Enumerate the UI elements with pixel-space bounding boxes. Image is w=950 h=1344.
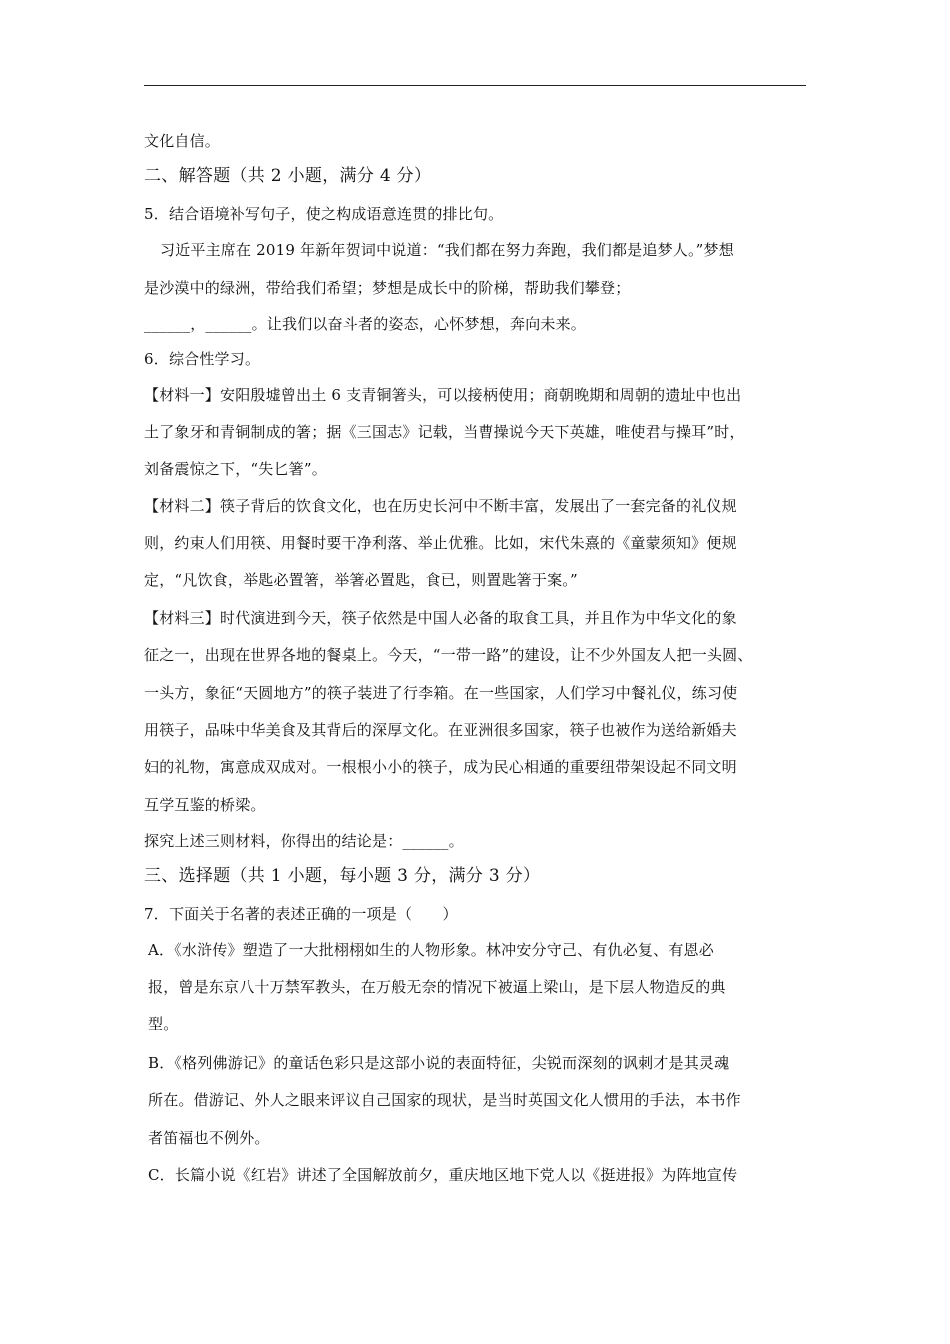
material-3-line-3: 一头方，象征“天圆地方”的筷子装进了行李箱。在一些国家，人们学习中餐礼仪，练习使 [144,684,738,702]
material-3-line-1: 【材料三】时代演进到今天，筷子依然是中国人必备的取食工具，并且作为中华文化的象 [144,609,737,627]
question-5-context-line-2: 是沙漠中的绿洲，带给我们希望；梦想是成长中的阶梯，帮助我们攀登； [144,279,631,297]
option-b-line-3: 者笛福也不例外。 [148,1129,270,1147]
text-line-1: 文化自信。 [144,132,221,150]
header-rule [144,85,806,86]
material-1-line-3: 刘备震惊之下，“失匕箸”。 [144,460,327,478]
option-b-line-1: B．《格列佛游记》的童话色彩只是这部小说的表面特征，尖锐而深刻的讽刺才是其灵魂 [148,1054,730,1072]
section-heading-2: 二、解答题（共 2 小题，满分 4 分） [144,166,432,186]
option-c-line-1: C．长篇小说《红岩》讲述了全国解放前夕，重庆地区地下党人以《挺进报》为阵地宣传 [148,1166,738,1184]
option-a-line-1: A．《水浒传》塑造了一大批栩栩如生的人物形象。林冲安分守己、有仇必复、有恩必 [148,941,714,959]
option-b-line-2: 所在。借游记、外人之眼来评议自己国家的现状，是当时英国文化人惯用的手法，本书作 [148,1091,741,1109]
material-2-line-2: 则，约束人们用筷、用餐时要干净利落、举止优雅。比如，宋代朱熹的《童蒙须知》便规 [144,534,737,552]
question-5-prompt: 5．结合语境补写句子，使之构成语意连贯的排比句。 [144,205,504,223]
material-2-line-3: 定，“凡饮食，举匙必置箸，举箸必置匙，食已，则置匙箸于案。” [144,571,578,589]
material-3-line-6: 互学互鉴的桥梁。 [144,796,266,814]
option-a-line-2: 报，曾是东京八十万禁军教头，在万般无奈的情况下被逼上梁山，是下层人物造反的典 [148,978,726,996]
material-3-line-4: 用筷子，品味中华美食及其背后的深厚文化。在亚洲很多国家，筷子也被作为送给新婚夫 [144,721,737,739]
option-a-line-3: 型。 [148,1015,179,1033]
material-3-line-5: 妇的礼物，寓意成双成对。一根根小小的筷子，成为民心相通的重要纽带架设起不同文明 [144,758,737,776]
material-3-line-2: 征之一，出现在世界各地的餐桌上。今天，“一带一路”的建设，让不少外国友人把一头圆、 [144,646,753,664]
question-5-context-line-1: 习近平主席在 2019 年新年贺词中说道：“我们都在努力奔跑，我们都是追梦人。”梦想 [160,241,734,259]
question-5-blank-line: ______，______。让我们以奋斗者的姿态，心怀梦想，奔向未来。 [144,315,587,333]
question-7-prompt: 7．下面关于名著的表述正确的一项是（ ） [144,905,458,923]
section-heading-3: 三、选择题（共 1 小题，每小题 3 分，满分 3 分） [144,866,541,886]
material-1-line-1: 【材料一】安阳殷墟曾出土 6 支青铜箸头，可以接柄使用；商朝晚期和周朝的遗址中也出 [144,386,742,404]
question-6-prompt: 6．综合性学习。 [144,350,261,368]
material-1-line-2: 土了象牙和青铜制成的箸；据《三国志》记载，当曹操说今天下英雄，唯使君与操耳”时， [144,423,745,441]
material-2-line-1: 【材料二】筷子背后的饮食文化，也在历史长河中不断丰富，发展出了一套完备的礼仪规 [144,497,737,515]
question-6-conclusion-line: 探究上述三则材料，你得出的结论是：______。 [144,832,464,850]
